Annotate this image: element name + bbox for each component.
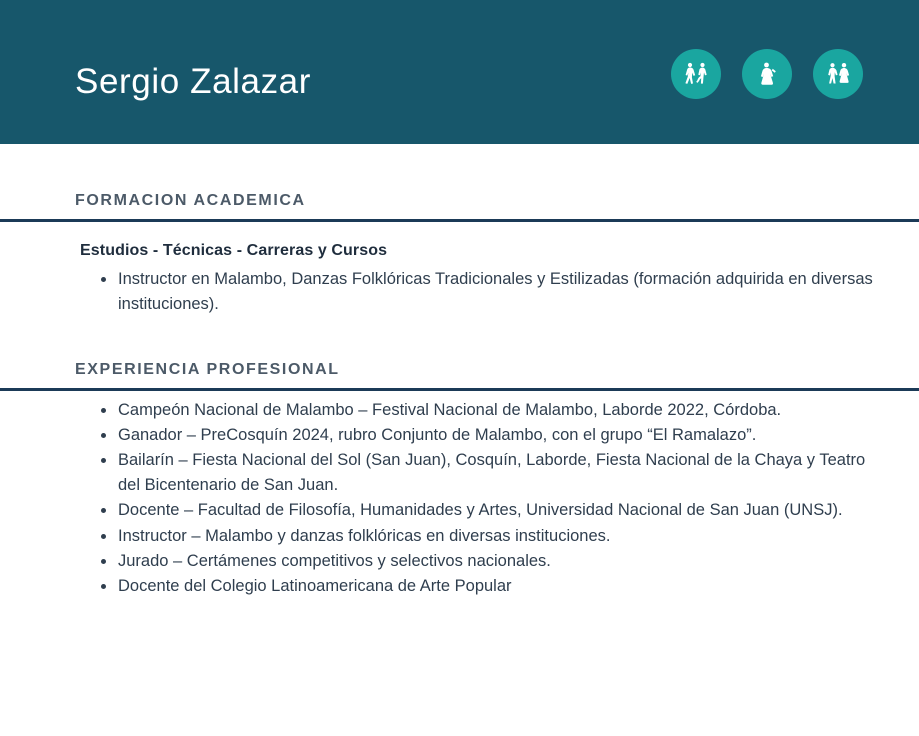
list-item: Ganador – PreCosquín 2024, rubro Conjunto de Malambo, con el grupo “El Ramalazo”. (118, 423, 879, 448)
page-title: Sergio Zalazar (75, 61, 312, 101)
list-item: Instructor – Malambo y danzas folklóricas en diversas instituciones. (118, 524, 879, 549)
list-item: Instructor en Malambo, Danzas Folklóricas Tradicionales y Estilizadas (formación adquirida en diversas instituciones). (118, 267, 879, 317)
section-formacion-academica (0, 144, 919, 317)
subheading-estudios: Estudios - Técnicas - Carreras y Cursos (80, 242, 388, 259)
list-item: Jurado – Certámenes competitivos y selectivos nacionales. (118, 549, 879, 574)
formacion-list (0, 260, 919, 317)
experiencia-list (0, 391, 919, 599)
dancers-couple-icon (823, 59, 853, 89)
dancers-pair-icon (681, 59, 711, 89)
section-title-experiencia: EXPERIENCIA PROFESIONAL (75, 361, 340, 379)
resume-body (0, 144, 919, 599)
resume-header (0, 0, 919, 144)
section-title-formacion: FORMACION ACADEMICA (75, 192, 306, 209)
badge-dancer-single (742, 49, 792, 99)
badge-dancers-couple (813, 49, 863, 99)
list-item: Campeón Nacional de Malambo – Festival Nacional de Malambo, Laborde 2022, Córdoba. (118, 398, 879, 423)
badge-dancers-pair (671, 49, 721, 99)
section-experiencia-profesional (0, 317, 919, 599)
list-item: Bailarín – Fiesta Nacional del Sol (San Juan), Cosquín, Laborde, Fiesta Nacional de la Chaya y Teatro del Bicentenario de San Juan. (118, 448, 879, 498)
badge-group (671, 45, 863, 99)
list-item: Docente – Facultad de Filosofía, Humanidades y Artes, Universidad Nacional de San Juan (UNSJ). (118, 498, 879, 523)
dancer-single-icon (752, 59, 782, 89)
list-item: Docente del Colegio Latinoamericana de Arte Popular (118, 574, 879, 599)
